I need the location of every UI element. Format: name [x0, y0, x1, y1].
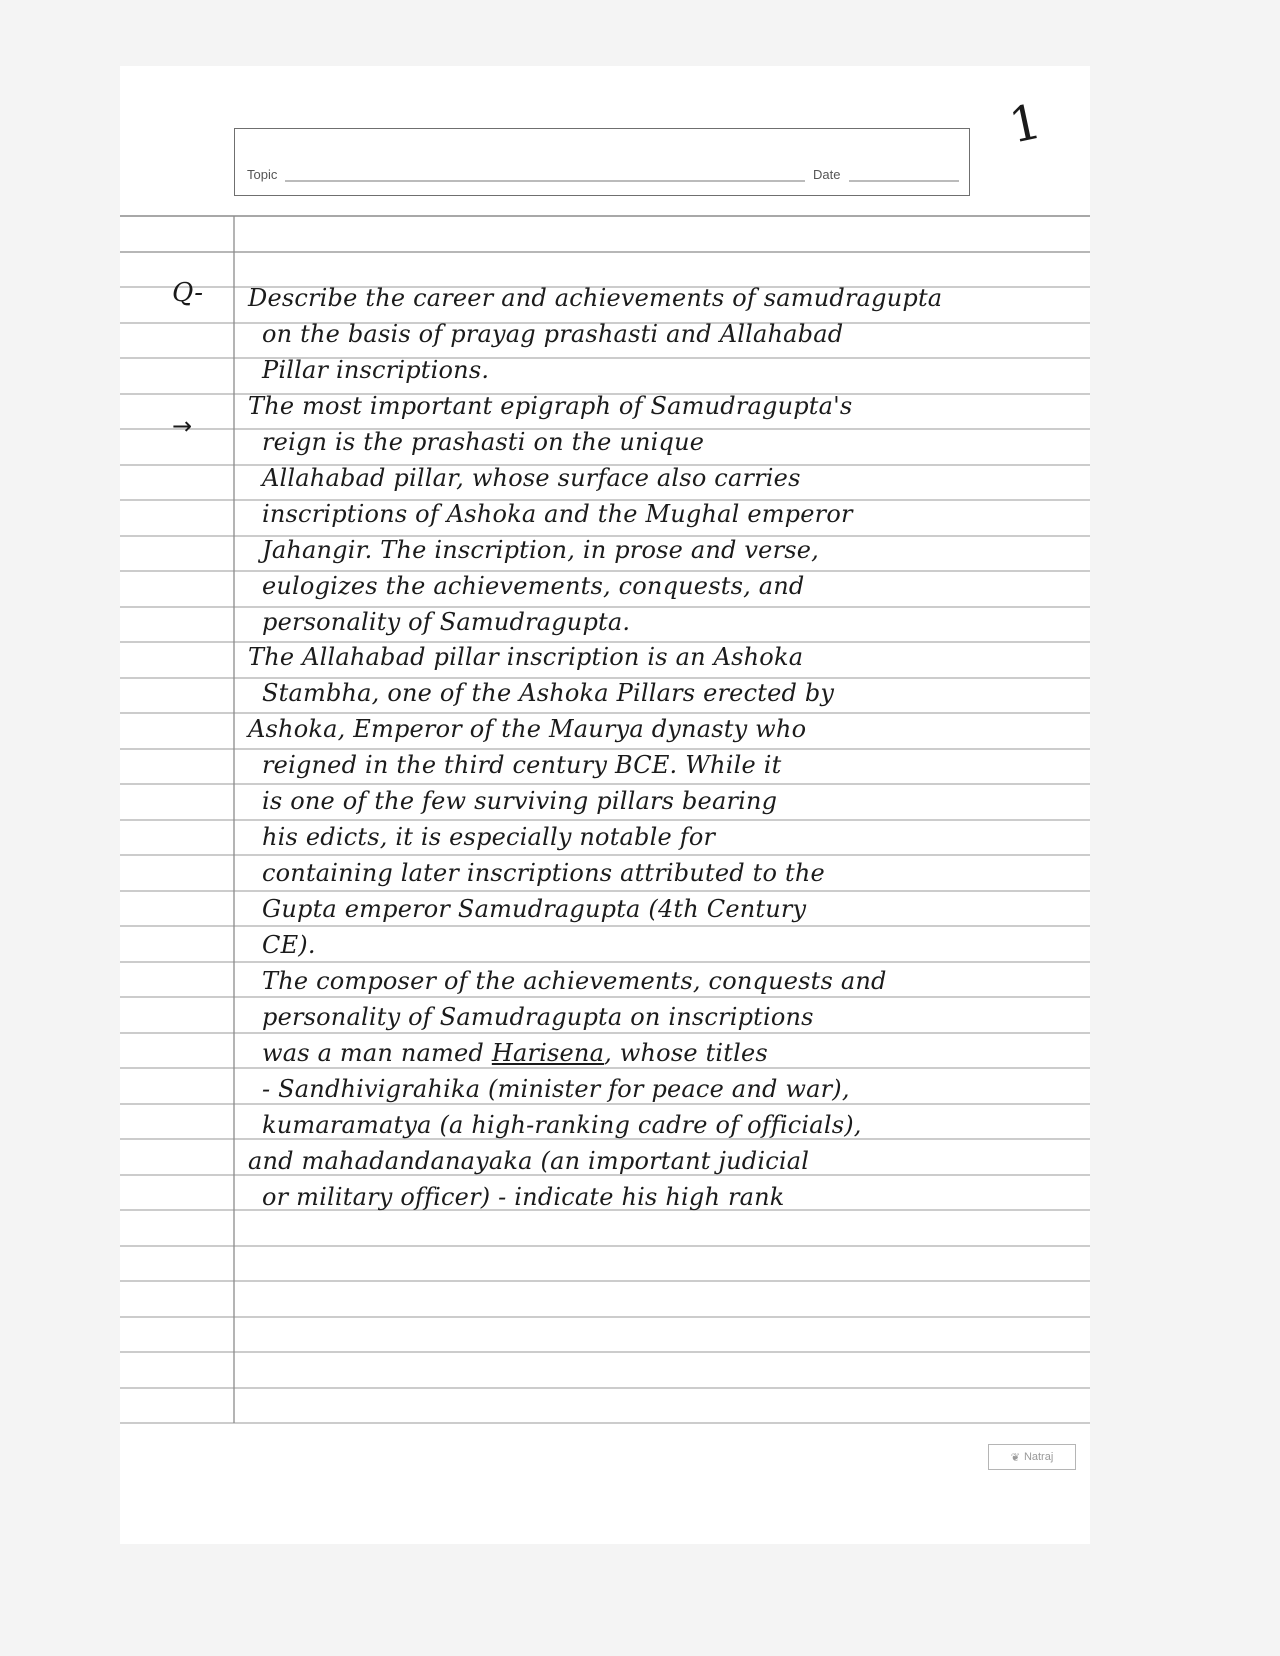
text-line: and mahadandanayaka (an important judicial — [248, 1147, 810, 1175]
text-line: containing later inscriptions attributed to the — [262, 859, 825, 887]
page-number: 1 — [1004, 93, 1047, 155]
text-line: Ashoka, Emperor of the Maurya dynasty who — [248, 715, 807, 743]
text-line: Jahangir. The inscription, in prose and verse, — [262, 536, 820, 564]
text-line: reigned in the third century BCE. While it — [262, 751, 782, 779]
brand-logo-text: Natraj — [1023, 1451, 1054, 1463]
topic-underline — [285, 179, 805, 183]
brand-logo — [988, 1444, 1076, 1470]
text-line: Allahabad pillar, whose surface also carries — [262, 464, 801, 492]
text-line: or military officer) - indicate his high rank — [262, 1183, 785, 1211]
text-line: CE). — [262, 931, 316, 959]
text-line: The most important epigraph of Samudragupta's — [248, 392, 853, 420]
notebook-page — [120, 66, 1090, 1544]
text-line: Pillar inscriptions. — [262, 356, 490, 384]
text-line: on the basis of prayag prashasti and Allahabad — [262, 320, 844, 348]
text-line: The composer of the achievements, conquests and — [262, 967, 887, 995]
text-line: personality of Samudragupta on inscriptions — [262, 1003, 814, 1031]
text-fragment: was a man named — [262, 1039, 484, 1067]
text-line: The Allahabad pillar inscription is an Ashoka — [248, 643, 804, 671]
text-line: is one of the few surviving pillars bearing — [262, 787, 778, 815]
text-line: inscriptions of Ashoka and the Mughal emperor — [262, 500, 853, 528]
text-line: Describe the career and achievements of samudragupta — [248, 284, 943, 312]
text-line: his edicts, it is especially notable for — [262, 823, 716, 851]
text-line: - Sandhivigrahika (minister for peace and war), — [262, 1075, 850, 1103]
underlined-name: Harisena — [491, 1039, 605, 1067]
topic-label: Topic — [247, 167, 278, 182]
answer-arrow-icon: → — [172, 412, 193, 440]
topic-date-box — [234, 128, 970, 196]
brand-leaf-icon: ❦ — [1010, 1451, 1020, 1464]
text-line: Gupta emperor Samudragupta (4th Century — [262, 895, 807, 923]
text-line: personality of Samudragupta. — [262, 608, 631, 636]
text-line: Stambha, one of the Ashoka Pillars erected by — [262, 679, 835, 707]
text-line: eulogizes the achievements, conquests, and — [262, 572, 805, 600]
question-marker: Q- — [172, 278, 204, 308]
text-fragment: , whose titles — [604, 1039, 768, 1067]
date-underline — [849, 179, 959, 183]
text-line: kumaramatya (a high-ranking cadre of officials), — [262, 1111, 862, 1139]
text-line — [262, 1039, 768, 1067]
date-label: Date — [813, 167, 841, 182]
text-line: reign is the prashasti on the unique — [262, 428, 705, 456]
